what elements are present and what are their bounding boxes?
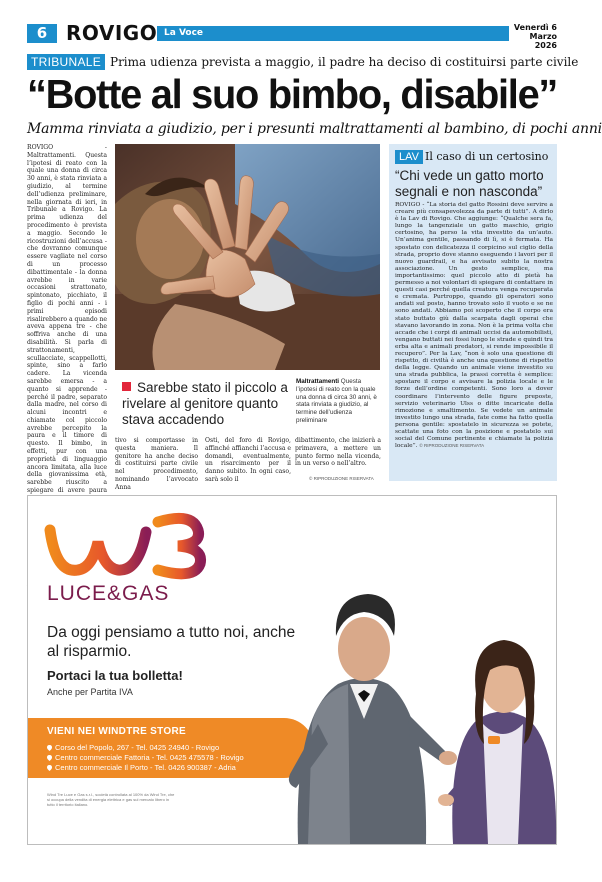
ad-headline: Da oggi pensiamo a tutto noi, anche al risparmio.	[47, 624, 296, 660]
ad-cta: Portaci la tua bolletta!	[47, 668, 183, 683]
luce-gas-brand	[47, 582, 169, 606]
brand-ampersand: &	[107, 582, 123, 605]
spokespeople-photo	[278, 544, 558, 844]
article-column-1: ROVIGO - Maltrattamenti. Questa l’ipotesi di reato con la quale una donna di circa 30 anni, è stata rinviata a giudizio, al termine dell’udienza preliminare, nella giornata di ieri, in Tribunale a Rovigo. La prima udienza del procedimento è prevista a maggio. Secondo le ricostruzioni dell’accusa - che dovranno comunque essere vagliate nel corso di un processo dibattimentale - la donna avrebbe in varie occasioni strattonato, spintonato, picchiato, il figlio di pochi anni - i primi episodi risalirebbero a quando ne aveva appena tre - che soffriva anche di una disabilità. Si parla di strattonamenti, scullacciate, scappellotti, spinte, sino a farlo cadere. La vicenda sarebbe emersa - a quanto si apprende - perché il padre, separato dalla madre, nel corso di alcuni incontri e chiamate col piccolo avrebbe percepito la paura e il timore di questo. Il bimbo, in effetti, pur con una proprietà di linguaggio ancora limitata, alla luce della giovanissima età, sarebbe riuscito a spiegare di avere paura	[27, 144, 107, 495]
sidebar-kicker-text: Il caso di un certosino	[424, 150, 549, 163]
ad-fine-print: Wind Tre Luce e Gas s.r.l., società controllata al 100% da Wind Tre, che si occupa della vendita di energia elettrica e gas sul mercato libero in tutto il territorio italiano.	[47, 792, 175, 807]
store-address-3[interactable]	[47, 763, 236, 772]
red-square-icon	[122, 382, 131, 391]
article-column-4: dibattimento, che inizierà a primavera, a mettere un punto fermo nella vicenda, in un verso o nell’altro.	[295, 437, 381, 468]
brand-gas: GAS	[122, 582, 170, 605]
brand-luce: LUCE	[47, 582, 108, 605]
sidebar-box	[389, 144, 557, 481]
store-address-text: Centro commerciale Il Porto - Tel. 0426 900387 - Adria	[55, 763, 236, 772]
pull-quote-text: Sarebbe stato il piccolo a rivelare al genitore quanto stava accadendo	[122, 380, 288, 427]
article-subtitle: Mamma rinviata a giudizio, per i presunti maltrattamenti al bambino, di pochi anni	[27, 121, 602, 137]
issue-date-month: Marzo 2026	[529, 32, 557, 50]
newspaper-name: La Voce	[164, 28, 204, 38]
issue-date	[512, 23, 557, 50]
article-photo	[115, 144, 380, 370]
location-pin-icon	[47, 755, 52, 761]
caption-text: Questa l’ipotesi di reato con la quale una donna di circa 30 anni, è stata rinviata a giudizio, al termine dell’udienza preliminare	[296, 378, 377, 424]
store-address-text: Corso del Popolo, 267 - Tel. 0425 24940 - Rovigo	[55, 743, 220, 752]
kicker-text: Prima udienza prevista a maggio, il padre ha deciso di costituirsi parte civile	[110, 55, 579, 69]
advertisement[interactable]	[27, 495, 557, 845]
store-address-1[interactable]	[47, 743, 219, 752]
pull-quote	[122, 380, 290, 428]
child-hand-photo	[115, 144, 380, 370]
location-pin-icon	[47, 765, 52, 771]
kicker-tag: TRIBUNALE	[27, 54, 105, 70]
windtre-logo-icon	[42, 508, 212, 580]
ad-partita-iva: Anche per Partita IVA	[47, 687, 133, 697]
issue-date-day: Venerdì 6	[513, 23, 557, 32]
photo-caption	[296, 378, 380, 425]
article-column-2: tivo si comportasse in questa maniera. Il genitore ha anche deciso di costituirsi parte civile nel procedimento, nominando l’avvocato Anna	[115, 437, 198, 491]
store-address-2[interactable]	[47, 753, 244, 762]
article-title: “Botte al suo bimbo, disabile”	[27, 71, 558, 117]
store-address-text: Centro commerciale Fattoria - Tel. 0425 475578 - Rovigo	[55, 753, 244, 762]
store-banner-title: VIENI NEI WINDTRE STORE	[47, 726, 186, 737]
page-number: 6	[27, 24, 57, 43]
page-header	[27, 21, 557, 50]
header-bar	[157, 26, 509, 41]
location-pin-icon	[47, 745, 52, 751]
sidebar-copyright: © RIPRODUZIONE RISERVATA	[419, 443, 485, 449]
sidebar-body	[395, 202, 553, 474]
sidebar-title: “Chi vede un gatto morto segnali e non nasconda”	[395, 168, 544, 199]
article-kicker	[27, 54, 579, 70]
article-column-3: Osti, del foro di Rovigo, affinché affianchi l’accusa e domandi, eventualmente, un risarcimento per il danno subito. In ogni caso, sarà solo il	[205, 437, 291, 483]
sidebar-kicker	[395, 150, 548, 164]
caption-label: Maltrattamenti	[296, 378, 340, 385]
store-banner[interactable]	[28, 718, 314, 778]
sidebar-body-text: ROVIGO - “La storia del gatto Rossini deve servire a creare più consapevolezza da parte di tutti”. A dirlo è la Lav di Rovigo. Che aggiunge: “Qualche sera fa, lungo la tangenziale un gatto maschio, grigio certosino, ha perso la vita investito da un’auto. Un’anima gentile, passando di lì, si è fermata. Ha spostato con delicatezza il corpicino sul ciglio della strada, proprio dove stanno eseguendo i lavori per il nuovo guardrail, e ha avvisato subito la nostra associazione. Un gesto semplice, ma importantissimo: quel piccolo atto di pietà ha permesso a noi volontari di spiegare di contattare in questi casi perché quella creatura venga recuperata e cremata. Purtroppo, quando gli operatori sono andati sul posto, hanno trovato solo il vuoto e se ne sono andati. Abbiamo poi scoperto che il corpo era stato buttato giù dalla scarpata dagli operai che stavano lavorando in zona. Non è la prima volta che accade che i corpi di animali uccisi da automobilisti, vengano buttati nei fossi lungo le strade e quindi tra erba alta e animali predatori, si rende impossibile il recupero”. Per la Lav, “non è solo una questione di rispetto, di civiltà è anche una questione di rispetto della legge. Quando un animale viene investito su una strada pubblica, la prassi corretta è semplice: spostare il corpo e avvisare la polizia locale e le forze dell’ordine competenti. Sono loro a dover coordinare l’intervento delle figure preposte, servizio veterinario Ulss o ditte incaricate della rimozione e smaltimento. Se vedete un animale investito lungo una strada, fate come ha fatto quella persona gentile: spostatelo in sicurezza se potete, scattate una foto con la posizione e postatelo sui social del Comune pertinente e chiamate la polizia locale”.	[395, 202, 553, 450]
sidebar-tag: LAV	[395, 150, 423, 164]
city-section-title: ROVIGO	[66, 21, 158, 45]
article-copyright: © RIPRODUZIONE RISERVATA	[309, 476, 374, 481]
